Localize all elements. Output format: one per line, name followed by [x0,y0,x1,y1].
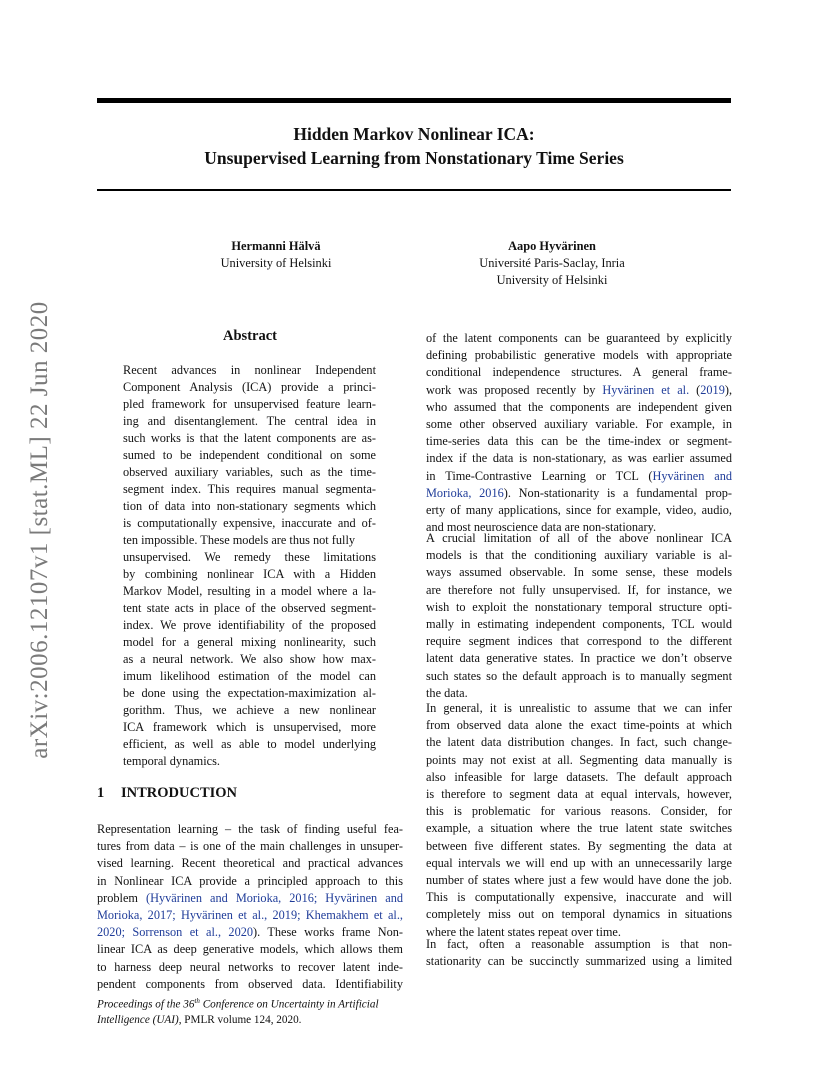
text-line: pled framework for unsupervised feature learn- [123,397,376,411]
text-line: time-series data this can be the time-index or segment- [426,434,732,449]
text-line: In general, it is unrealistic to assume that we can infer [426,701,732,715]
text-line: is computationally expensive, inaccurate and of- [123,516,376,530]
text-line: temporal dynamics. [123,754,220,768]
text-line: This is computationally expensive, inaccurate and will [426,890,732,905]
citation-link[interactable]: (Hyvärinen and Morioka, 2016; Hyvärinen and [146,890,403,905]
author-block-2 [432,238,672,289]
title-rule [97,189,731,191]
text-line: observed auxiliary variables, such as the time- [123,465,376,479]
text-line: the latent data distribution changes. In fact, such change- [426,735,732,750]
text-line: linear ICA as deep generative models, which allows them [97,942,403,957]
text-line [426,468,732,485]
text-line: to harness deep neural networks to recover latent inde- [97,959,403,974]
text-line: and most neuroscience data are non-stationary. [426,520,657,535]
citation-link[interactable]: Hyvärinen et al. [602,382,690,397]
text-line: of the latent components can be guaranteed by explicitly [426,331,732,345]
text-line: model for a general mixing nonlinearity, such [123,635,376,649]
line-text: ). These works frame Non- [253,925,403,940]
text-line [426,382,732,399]
text-line: wish to exploit the nonstationary temporal structure opti- [426,599,732,614]
footnote-text: Conference on Uncertainty in Artificial [199,998,379,1011]
text-line: require segment indices that correspond to the different [426,634,732,649]
text-line: models is that the conditioning auxiliary variable is al- [426,548,732,563]
author-name: Hermanni Hälvä [231,239,321,253]
text-line: ways assumed observable. In some sense, these models [426,565,732,580]
citation-link[interactable]: 2019 [700,382,725,397]
text-line: in Nonlinear ICA provide a principled approach to this [97,873,403,888]
text-line: between five different states. By segmenting the data at [426,838,732,853]
text-line: equal intervals we will end up with an unnecessarily large [426,855,732,870]
line-text: ( [689,382,701,397]
text-line: the data. [426,685,468,700]
text-line: Markov Model, resulting in a model where a la- [123,584,376,598]
author-affiliation: University of Helsinki [220,256,332,270]
footnote-text: Proceedings of the 36 [97,998,195,1011]
text-line: gorithm. Thus, we achieve a new nonlinear [123,703,376,717]
text-line: conditional independence structures. A general frame- [426,365,732,380]
text-line: segment index. This requires manual segmenta- [123,482,376,496]
text-line: unsupervised. We remedy these limitations [123,550,376,564]
text-line: such states so the default approach is to manually segment [426,668,732,683]
text-line [97,890,403,907]
text-line: such works is that the latent components are as- [123,431,376,445]
text-line: also infeasible for large datasets. The default approach [426,769,732,784]
text-line [426,485,732,502]
footnote-text: , PMLR volume 124, 2020. [178,1013,302,1026]
text-line: efficient, as well as able to model underlying [123,737,376,751]
text-line: be done using the expectation-maximization al- [123,686,376,700]
title-line-2: Unsupervised Learning from Nonstationary Time Series [204,148,624,168]
text-line: tures from data – is one of the main challenges in unsuper- [97,839,403,854]
proceedings-footnote [97,994,417,1028]
text-line: number of states where just a few would have done the job. [426,873,732,887]
text-line: A crucial limitation of all of the above nonlinear ICA [426,531,732,545]
arxiv-stamp: arXiv:2006.12107v1 [stat.ML] 22 Jun 2020 [26,301,53,759]
line-text: ). Non-stationarity is a fundamental prop- [503,485,732,500]
text-line: example, a situation where the true latent state switches [426,821,732,836]
section-title: INTRODUCTION [121,785,238,801]
text-line: ing and disentanglement. The central idea in [123,414,376,428]
paper-title [97,122,731,170]
text-line: where the latent states repeat over time. [426,924,621,939]
text-line: Recent advances in nonlinear Independent [123,363,376,377]
text-line: defining probabilistic generative models with appropriate [426,348,732,363]
text-line: pendent components from observed data. Identifiability [97,976,403,991]
citation-link[interactable]: Hyvärinen and [652,468,732,483]
text-line: erty of many applications, since for example, video, audio, [426,503,732,517]
top-rule [97,98,731,103]
text-line: stationarity can be succinctly summarized using a limited [426,954,732,969]
author-affiliation: Université Paris-Saclay, Inria [479,256,625,270]
line-text: ), [724,382,733,397]
author-block-1 [176,238,376,272]
text-line: latent data generative states. In practice we don’t observe [426,651,732,666]
text-line: points may not exist at all. Segmenting data manually is [426,752,732,767]
text-line: In fact, often a reasonable assumption is that non- [426,937,732,951]
text-line: tion of data into non-stationary segments which [123,499,376,513]
text-line: Component Analysis (ICA) provide a princi- [123,380,376,394]
text-line: index. We prove identifiability of the proposed [123,618,376,632]
author-name: Aapo Hyvärinen [508,239,596,253]
text-line: mally in estimating independent components, TCL would [426,617,732,631]
section-number: 1 [97,785,105,801]
footnote-text: Intelligence (UAI) [97,1013,179,1026]
text-line: index if the data is non-stationary, as was earlier assumed [426,451,732,466]
text-line: is therefore to segment data at equal intervals, however, [426,787,732,801]
line-text: work was proposed recently by [426,382,603,397]
text-line: this is problematic for various reasons. Consider, for [426,804,732,819]
line-text: in Time-Contrastive Learning or TCL ( [426,468,653,483]
text-line: sumed to be independent conditional on some [123,448,376,462]
abstract-heading: Abstract [223,328,277,344]
text-line: ten impossible. These models are thus not fully [123,533,356,547]
title-line-1: Hidden Markov Nonlinear ICA: [293,124,535,144]
citation-link[interactable]: Morioka, 2016 [426,485,504,500]
text-line: are therefore not fully unsupervised. If, for instance, we [426,582,732,597]
author-affiliation: University of Helsinki [496,273,608,287]
text-line: from observed data alone the exact time-points at which [426,718,732,733]
section-heading [97,785,237,802]
citation-link[interactable]: Morioka, 2017; Hyvärinen et al., 2019; Khemakhem et al., [97,908,403,922]
text-line [97,924,403,941]
text-line: some other observed auxiliary variable. For example, in [426,417,732,431]
text-line: vised learning. Recent theoretical and practical advances [97,856,403,871]
text-line: by combining nonlinear ICA with a Hidden [123,567,376,581]
citation-link[interactable]: 2020; Sorrenson et al., 2020 [97,925,254,940]
text-line: Representation learning – the task of finding useful fea- [97,822,403,836]
text-line: who assumed that the components are independent given [426,399,732,414]
text-line: as a neural network. We also show how max- [123,652,376,666]
text-line: imum likelihood estimation of the model can [123,669,376,683]
text-line: ICA framework which is unsupervised, more [123,720,376,734]
text-line: completely miss out on temporal dynamics in situations [426,907,732,922]
text-line: tent state acts in place of the observed segment- [123,601,376,615]
footnote-superscript: th [194,997,200,1005]
line-text: problem [97,890,147,905]
text-line [97,907,403,924]
